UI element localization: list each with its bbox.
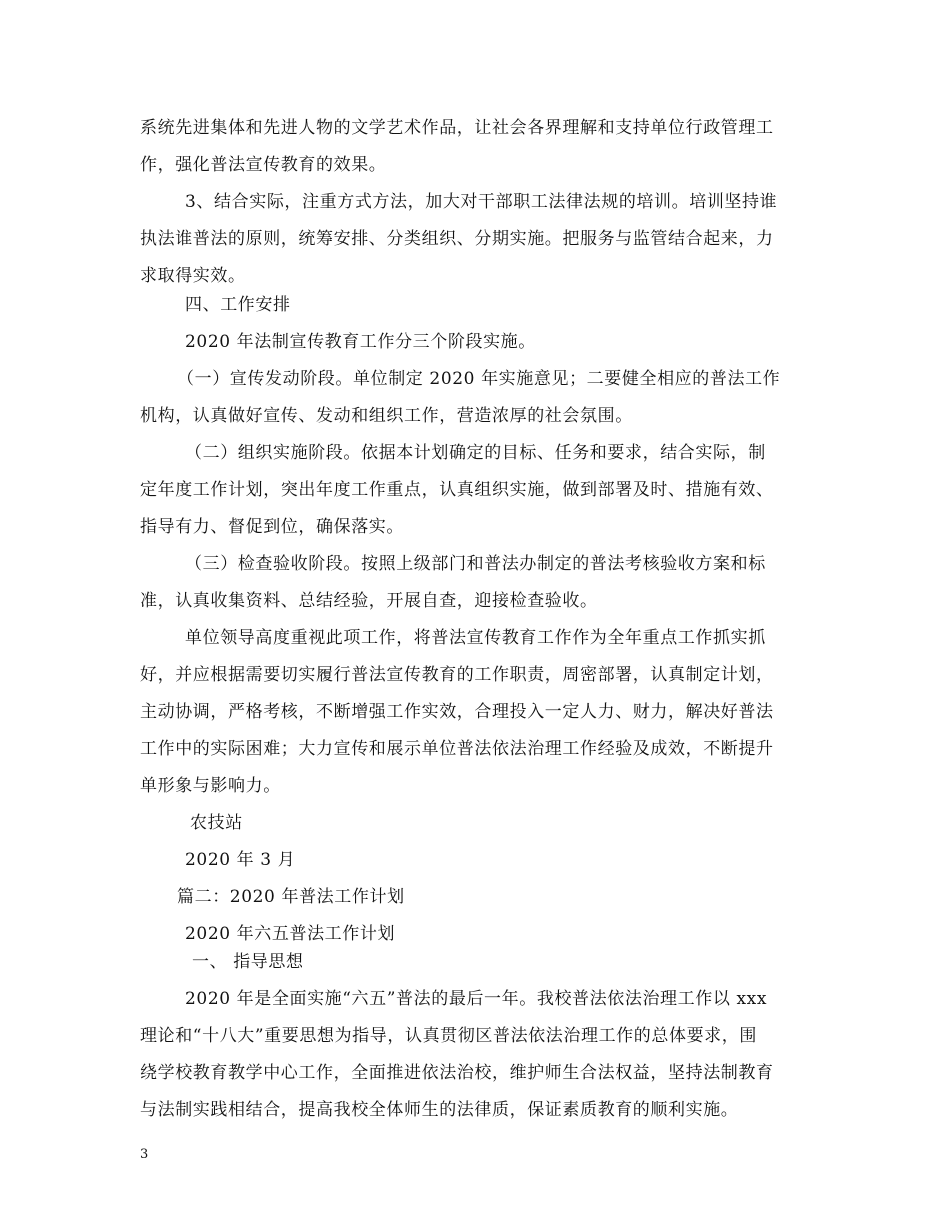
body-line: 理论和“十八大”重要思想为指导，认真贯彻区普法依法治理工作的总体要求，围 [140, 1026, 757, 1046]
body-line: 3、结合实际，注重方式方法，加大对干部职工法律法规的培训。培训坚持谁 [185, 192, 778, 212]
signature-date: 2020 年 3 月 [185, 850, 296, 870]
body-line: （二）组织实施阶段。依据本计划确定的目标、任务和要求，结合实际，制 [185, 443, 766, 463]
body-line: 2020 年是全面实施“六五”普法的最后一年。我校普法依法治理工作以 xxx [185, 989, 768, 1009]
body-line: 执法谁普法的原则，统筹安排、分类组织、分期实施。把服务与监管结合起来，力 [140, 229, 774, 249]
chapter-title: 篇二：2020 年普法工作计划 [177, 887, 405, 907]
body-line: 主动协调，严格考核，不断增强工作实效，合理投入一定人力、财力，解决好普法 [140, 702, 774, 722]
body-line: 求取得实效。 [140, 266, 246, 286]
body-line: 单位领导高度重视此项工作，将普法宣传教育工作作为全年重点工作抓实抓 [185, 628, 766, 648]
body-line: 机构，认真做好宣传、发动和组织工作，营造浓厚的社会氛围。 [140, 406, 633, 426]
section-heading: 四、工作安排 [185, 295, 291, 315]
body-line: 单形象与影响力。 [140, 776, 281, 796]
body-line: 绕学校教育教学中心工作，全面推进依法治校，维护师生合法权益，坚持法制教育 [140, 1063, 774, 1083]
body-line: 工作中的实际困难；大力宣传和展示单位普法依法治理工作经验及成效，不断提升 [140, 739, 774, 759]
document-title: 2020 年六五普法工作计划 [185, 924, 396, 944]
body-line: （一）宣传发动阶段。单位制定 2020 年实施意见；二要健全相应的普法工作 [177, 369, 781, 389]
signature-unit: 农技站 [190, 813, 243, 833]
body-line: 定年度工作计划，突出年度工作重点，认真组织实施，做到部署及时、措施有效、 [140, 480, 774, 500]
body-line: 系统先进集体和先进人物的文学艺术作品，让社会各界理解和支持单位行政管理工 [140, 118, 774, 138]
body-line: （三）检查验收阶段。按照上级部门和普法办制定的普法考核验收方案和标 [185, 554, 766, 574]
body-line: 好，并应根据需要切实履行普法宣传教育的工作职责，周密部署，认真制定计划， [140, 665, 774, 685]
section-heading: 一、 指导思想 [192, 952, 304, 972]
page-number: 3 [140, 1147, 149, 1162]
body-line: 指导有力、督促到位，确保落实。 [140, 517, 404, 537]
body-line: 与法制实践相结合，提高我校全体师生的法律质，保证素质教育的顺利实施。 [140, 1100, 739, 1120]
body-line: 准，认真收集资料、总结经验，开展自查，迎接检查验收。 [140, 591, 598, 611]
body-line: 作，强化普法宣传教育的效果。 [140, 155, 387, 175]
body-line: 2020 年法制宣传教育工作分三个阶段实施。 [185, 332, 536, 352]
